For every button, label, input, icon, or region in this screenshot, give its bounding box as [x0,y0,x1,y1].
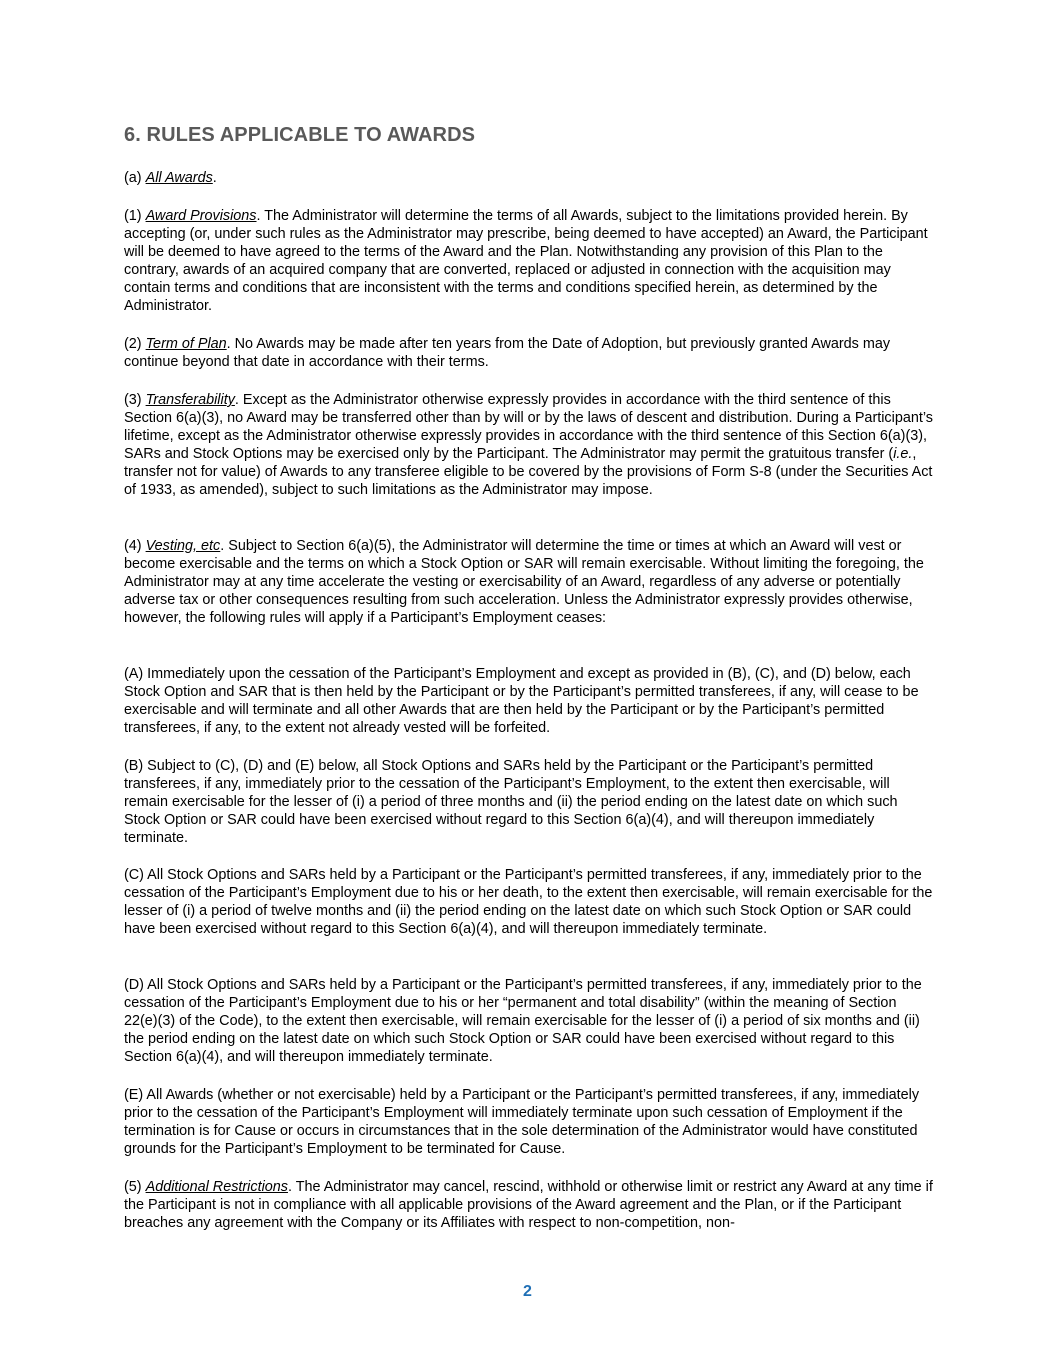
paragraph-number: (2) [124,336,146,352]
paragraph-D: (D) All Stock Options and SARs held by a Participant or the Participant’s permitted transferees, if any, immediately prior to the cessation of the Participant’s Employment due to his or her “permanent and total disability” (within the meaning of Section 22(e)(3) of the Code), to the extent then exercisable, will remain exercisable for the lesser of (i) a period of six months and (ii) the period ending on the latest date on which such Stock Option or SAR could have been exercised without regard to this Section 6(a)(4), and will thereupon immediately terminate. [124,977,922,1065]
paragraph-number: (3) [124,392,146,408]
paragraph-text: . The Administrator will determine the terms of all Awards, subject to the limitations provided herein. By accepting (or, under such rules as the Administrator may prescribe, being deemed to have accepted) an Award, the Participant will be deemed to have agreed to the terms of the Award and the Plan. Notwithstanding any provision of this Plan to the contrary, awards of an acquired company that are converted, replaced or adjusted in connection with the acquisition may contain terms and conditions that are inconsistent with the terms and conditions specified herein, as determined by the Administrator. [124,208,928,314]
paragraph-title: Additional Restrictions [145,1179,288,1195]
paragraph-C: (C) All Stock Options and SARs held by a Participant or the Participant’s permitted transferees, if any, immediately prior to the cessation of the Participant’s Employment due to his or her death, to the extent then exercisable, will remain exercisable for the lesser of (i) a period of twelve months and (ii) the period ending on the latest date on which such Stock Option or SAR could have been exercised without regard to this Section 6(a)(4), and will thereupon immediately terminate. [124,867,933,937]
paragraph-text: . Subject to Section 6(a)(5), the Administrator will determine the time or times at which an Award will vest or become exercisable and the terms on which a Stock Option or SAR will remain exercisable. Without limiting the foregoing, the Administrator may at any time accelerate the vesting or exercisability of an Award, regardless of any adverse or potentially adverse tax or other consequences resulting from such acceleration. Unless the Administrator expressly provides otherwise, however, the following rules will apply if a Participant’s Employment ceases: [124,538,924,626]
paragraph-B: (B) Subject to (C), (D) and (E) below, all Stock Options and SARs held by the Participant or the Participant’s permitted transferees, if any, immediately prior to the cessation of the Participant’s Employment, to the extent then exercisable, will remain exercisable for the lesser of (i) a period of three months and (ii) the period ending on the latest date on which such Stock Option or SAR could have been exercised without regard to this Section 6(a)(4), and will thereupon immediately terminate. [124,758,898,846]
paragraph-title: Term of Plan [145,336,227,352]
paragraph-A: (A) Immediately upon the cessation of the Participant’s Employment and except as provided in (B), (C), and (D) below, each Stock Option and SAR that is then held by the Participant or by the Participant’s permitted transferees, if any, will cease to be exercisable and will terminate and all other Awards that are then held by the Participant or by the Participant’s permitted transferees, if any, to the extent not already vested will be forfeited. [124,666,919,736]
paragraph-a [124,169,934,187]
paragraph-4 [124,537,934,627]
paragraph-text: . No Awards may be made after ten years from the Date of Adoption, but previously granted Awards may continue beyond that date in accordance with their terms. [124,336,891,370]
paragraph-E: (E) All Awards (whether or not exercisable) held by a Participant or the Participant’s permitted transferees, if any, immediately prior to the cessation of the Participant’s Employment will immediately terminate upon such cessation of Employment if the termination is for Cause or occurs in circumstances that in the sole determination of the Administrator would have constituted grounds for the Participant’s Employment to be terminated for Cause. [124,1087,920,1157]
paragraph-number: (5) [124,1179,146,1195]
paragraph-number: (4) [124,538,146,554]
paragraph-number: (a) [124,170,146,186]
paragraph-1 [124,207,934,315]
paragraph-text: . [212,170,217,186]
paragraph-2 [124,335,934,371]
section-heading: 6. RULES APPLICABLE TO AWARDS [124,124,476,146]
page-number: 2 [523,1283,532,1300]
paragraph-number: (1) [124,208,146,224]
paragraph-text: . The Administrator may cancel, rescind, withhold or otherwise limit or restrict any Award at any time if the Participant is not in compliance with all applicable provisions of the Award agreement and the Plan, or if the Participant breaches any agreement with the Company or its Affiliates with respect to non-competition, non- [124,1179,933,1231]
paragraph-text-continued: , transfer not for value) of Awards to any transferee eligible to be covered by the provisions of Form S-8 (under the Securities Act of 1933, as amended), subject to such limitations as the Administrator may impose. [124,446,933,498]
paragraph-title: Award Provisions [145,208,257,224]
paragraph-3 [124,391,934,499]
paragraph-5 [124,1178,934,1232]
paragraph-title: All Awards [145,170,213,186]
paragraph-title: Transferability [145,392,235,408]
italic-text: i.e. [893,446,913,462]
paragraph-title: Vesting, etc [145,538,221,554]
paragraph-text: . Except as the Administrator otherwise expressly provides in accordance with the third sentence of this Section 6(a)(3), no Award may be transferred other than by will or by the laws of descent and distribution. During a Participant’s lifetime, except as the Administrator otherwise expressly provides in accordance with the third sentence of this Section 6(a)(3), SARs and Stock Options may be exercised only by the Participant. The Administrator may permit the gratuitous transfer ( [124,392,933,462]
